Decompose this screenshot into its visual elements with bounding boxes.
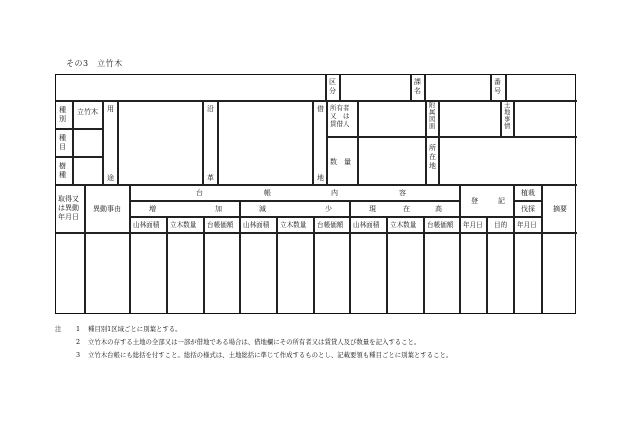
suryo-field[interactable] bbox=[358, 137, 426, 185]
body-cell[interactable] bbox=[314, 233, 350, 313]
sub-header-cell bbox=[424, 217, 460, 233]
sub-header-label: 立木数量 bbox=[390, 221, 417, 229]
note-number: 2 bbox=[76, 338, 81, 346]
moku-field[interactable] bbox=[73, 129, 103, 157]
suryo-label: 数 量 bbox=[330, 158, 351, 166]
sub-header-cell bbox=[167, 217, 204, 233]
shozaichi-field[interactable] bbox=[439, 137, 577, 185]
tekiyo-header bbox=[542, 185, 577, 233]
date-header-label: 年月日 bbox=[463, 221, 483, 229]
daicho-char-3: 内 bbox=[331, 189, 338, 197]
sub-header-cell bbox=[204, 217, 240, 233]
genzai-char-3: 高 bbox=[435, 205, 442, 213]
shubetsu-label-cell bbox=[56, 101, 73, 129]
shubetsu-label: 種 別 bbox=[59, 106, 66, 123]
enkaku-field[interactable] bbox=[218, 101, 313, 185]
body-cell[interactable] bbox=[130, 233, 167, 313]
sub-header-label: 台帳価額 bbox=[317, 221, 344, 229]
body-cell[interactable] bbox=[240, 233, 277, 313]
note-number: 3 bbox=[76, 351, 81, 359]
body-cell[interactable] bbox=[167, 233, 204, 313]
bassai-header bbox=[514, 201, 542, 217]
shubetsu-value-cell[interactable] bbox=[73, 101, 103, 129]
body-cell[interactable] bbox=[424, 233, 460, 313]
sub-header-label: 台帳価額 bbox=[207, 221, 234, 229]
zou-char-2: 加 bbox=[215, 205, 222, 213]
owner-field[interactable] bbox=[358, 101, 426, 137]
shozaichi-label: 所 在 地 bbox=[429, 144, 436, 170]
kubun-field[interactable] bbox=[340, 75, 411, 101]
shakuchi-label-top: 借 bbox=[317, 105, 324, 113]
sub-header-label: 台帳価額 bbox=[427, 221, 454, 229]
suryo-label-cell bbox=[327, 137, 358, 185]
date-header-label: 年月日 bbox=[517, 221, 537, 229]
ledger-form bbox=[55, 74, 576, 314]
body-cell[interactable] bbox=[204, 233, 240, 313]
shozaichi-label-cell bbox=[426, 137, 439, 185]
body-cell[interactable] bbox=[85, 233, 130, 313]
bango-label-cell bbox=[491, 75, 506, 101]
purpose-header-cell bbox=[487, 217, 514, 233]
yoto-label-cell bbox=[103, 101, 118, 185]
fuzoku-field[interactable] bbox=[439, 101, 501, 137]
body-cell[interactable] bbox=[387, 233, 424, 313]
purpose-header-label: 目的 bbox=[494, 221, 508, 229]
reason-date-header bbox=[56, 185, 85, 233]
notes-section bbox=[55, 323, 615, 362]
toki-char-1: 登 bbox=[471, 197, 478, 205]
yoto-label-bottom: 途 bbox=[107, 174, 114, 182]
gen-char-1: 減 bbox=[259, 205, 266, 213]
owner-label: 所有者 又 は 賃借人 bbox=[330, 104, 350, 129]
sub-header-cell bbox=[240, 217, 277, 233]
form-title: その3 立竹木 bbox=[66, 59, 123, 68]
tochi-jijo-label-cell bbox=[501, 101, 514, 137]
daicho-char-2: 帳 bbox=[264, 189, 271, 197]
note-text: 種目別1区域ごとに別葉とする。 bbox=[88, 325, 182, 333]
enkaku-label-top: 沿 bbox=[207, 105, 214, 113]
tekiyo-label: 摘要 bbox=[553, 205, 567, 213]
zou-char-1: 増 bbox=[149, 205, 156, 213]
note-item bbox=[55, 323, 615, 336]
fuzoku-label: 附 属 図 面 bbox=[429, 102, 436, 130]
sub-header-label: 立木数量 bbox=[170, 221, 197, 229]
note-number: 1 bbox=[76, 325, 81, 333]
genzai-header bbox=[350, 201, 460, 217]
sub-header-cell bbox=[130, 217, 167, 233]
note-item bbox=[55, 336, 615, 349]
sub-header-label: 山林面積 bbox=[353, 221, 380, 229]
sub-header-cell bbox=[387, 217, 424, 233]
sub-header-cell bbox=[277, 217, 314, 233]
jushu-field[interactable] bbox=[73, 157, 103, 185]
toki-header bbox=[460, 185, 514, 217]
yoto-field[interactable] bbox=[118, 101, 203, 185]
kamei-field[interactable] bbox=[425, 75, 491, 101]
genzai-char-1: 現 bbox=[369, 205, 376, 213]
body-cell[interactable] bbox=[350, 233, 387, 313]
moku-label-cell bbox=[56, 129, 73, 157]
tochi-jijo-label: 土 地 事 情 bbox=[504, 102, 511, 130]
bassai-label: 伐採 bbox=[521, 205, 535, 213]
body-cell[interactable] bbox=[487, 233, 514, 313]
note-text: 立竹木の存する土地の全部又は一部が借地である場合は、借地欄にその所有者又は賃貸人及び数量を記入すること。 bbox=[88, 338, 421, 346]
note-item bbox=[55, 349, 615, 362]
shokusai-header bbox=[514, 185, 542, 201]
reason-label: 異動事由 bbox=[93, 205, 121, 213]
enkaku-label-bottom: 革 bbox=[207, 174, 214, 182]
shokusai-label: 植栽 bbox=[521, 189, 535, 197]
shubetsu-value: 立竹木 bbox=[77, 108, 98, 116]
daicho-char-1: 台 bbox=[196, 189, 203, 197]
gen-header bbox=[240, 201, 350, 217]
shakuchi-label-bottom: 地 bbox=[317, 174, 324, 182]
bango-field[interactable] bbox=[506, 75, 577, 101]
genzai-char-2: 在 bbox=[403, 205, 410, 213]
owner-label-cell bbox=[327, 101, 358, 137]
enkaku-label-cell bbox=[203, 101, 218, 185]
body-cell[interactable] bbox=[460, 233, 487, 313]
date-header-cell bbox=[514, 217, 542, 233]
reason-date-label: 取得又 は異動 年月日 bbox=[58, 195, 79, 221]
note-text: 立竹木台帳にも総括を付すこと。総括の様式は、土地総括に準じて作成するものとし、記載要領も種目ごとに別葉とすること。 bbox=[88, 351, 453, 359]
gen-char-2: 少 bbox=[325, 205, 332, 213]
jushu-label-cell bbox=[56, 157, 73, 185]
sub-header-cell bbox=[350, 217, 387, 233]
shakuchi-label-cell bbox=[313, 101, 327, 185]
body-cell[interactable] bbox=[514, 233, 542, 313]
sub-header-label: 山林面積 bbox=[133, 221, 160, 229]
zou-header bbox=[130, 201, 240, 217]
moku-label: 種 目 bbox=[59, 134, 66, 151]
body-cell[interactable] bbox=[542, 233, 577, 313]
bango-label: 番 号 bbox=[494, 78, 501, 95]
yoto-label-top: 用 bbox=[107, 105, 114, 113]
jushu-label: 樹 種 bbox=[59, 162, 66, 179]
daicho-header bbox=[130, 185, 460, 201]
kubun-label-cell bbox=[326, 75, 340, 101]
kamei-label-cell bbox=[411, 75, 425, 101]
sub-header-label: 立木数量 bbox=[280, 221, 307, 229]
daicho-char-4: 容 bbox=[399, 189, 406, 197]
toki-char-2: 記 bbox=[498, 197, 505, 205]
kubun-label: 区 分 bbox=[329, 78, 336, 95]
header-blank-cell bbox=[56, 75, 326, 101]
kamei-label: 課 名 bbox=[414, 78, 421, 95]
sub-header-cell bbox=[314, 217, 350, 233]
body-cell[interactable] bbox=[56, 233, 85, 313]
reason-header bbox=[85, 185, 130, 233]
body-cell[interactable] bbox=[277, 233, 314, 313]
tochi-jijo-field[interactable] bbox=[514, 101, 577, 137]
sub-header-label: 山林面積 bbox=[243, 221, 270, 229]
notes-prefix: 注 bbox=[55, 325, 62, 333]
fuzoku-label-cell bbox=[426, 101, 439, 137]
date-header-cell bbox=[460, 217, 487, 233]
